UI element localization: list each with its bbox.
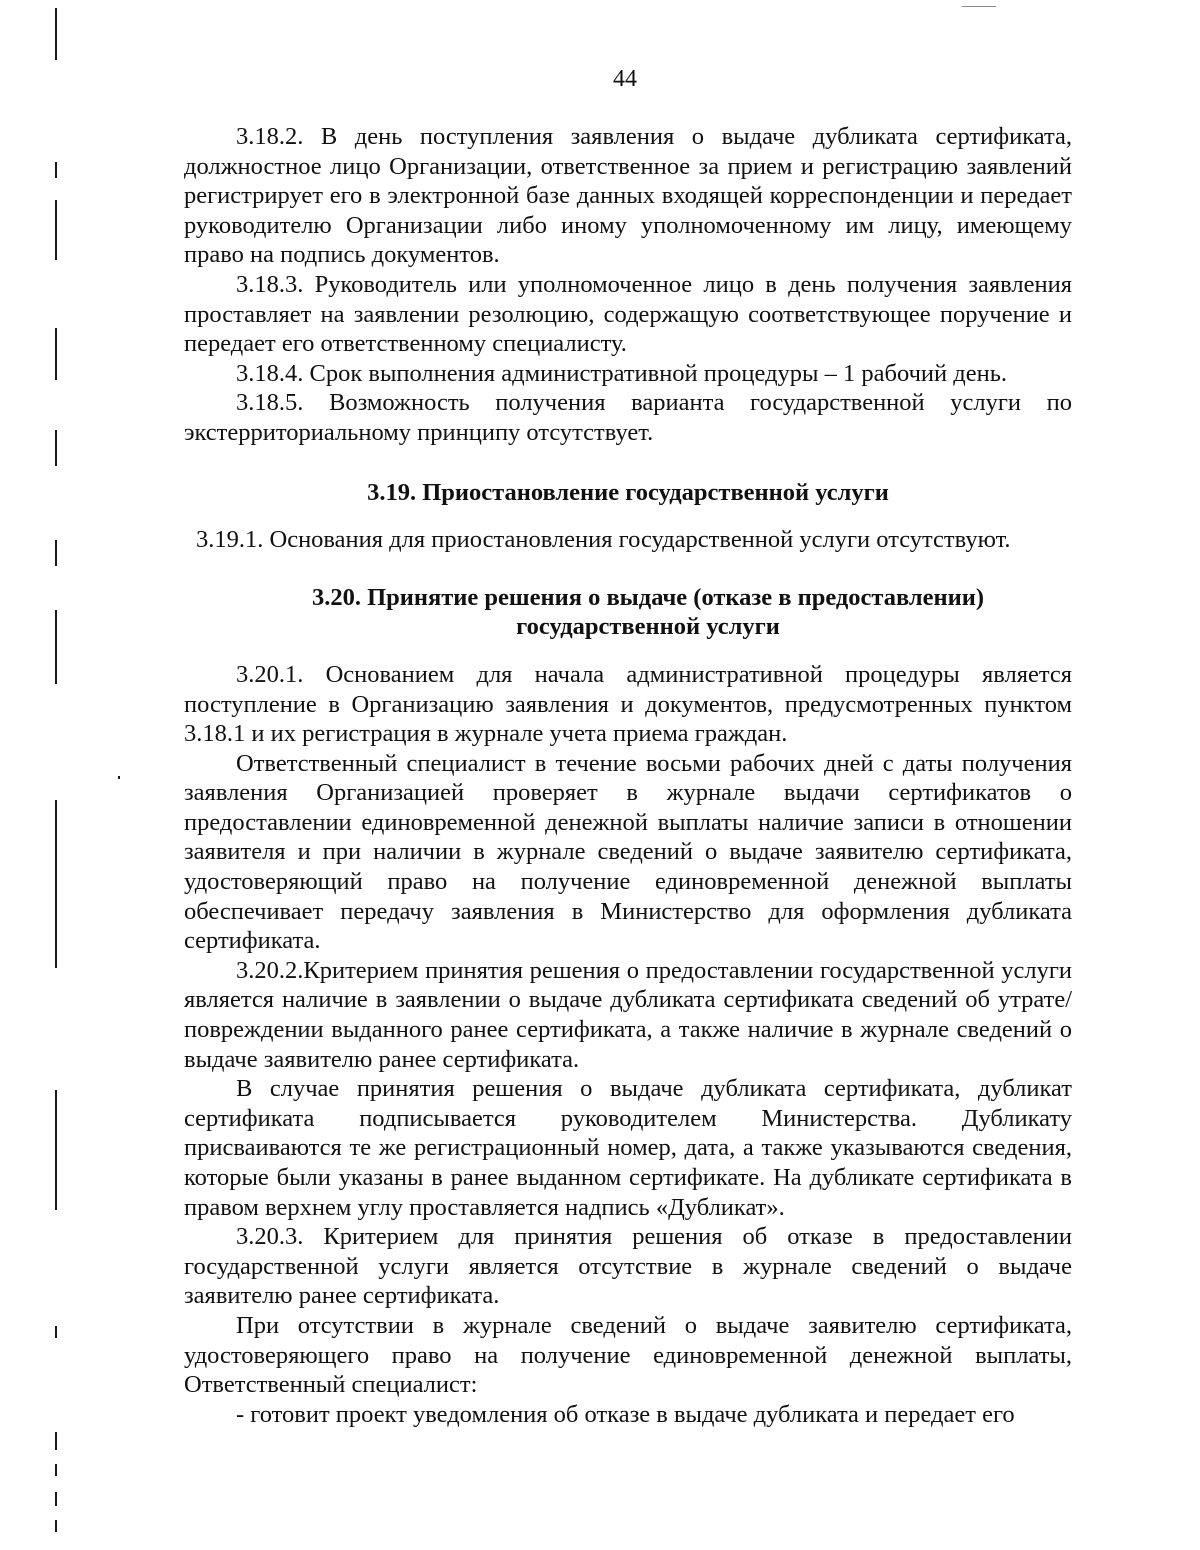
paragraph-duplicate-issue: В случае принятия решения о выдаче дубликата сертификата, дубликат сертификата подписывается руководителем Министерства. Дубликату присваиваются те же регистрационный номер, дата, а также указываются сведения, которые были указаны в ранее выданном сертификате. На дубликате сертификата в правом верхнем углу проставляется надпись «Дубликат».	[184, 1075, 1072, 1221]
scan-artifact	[55, 540, 57, 566]
section-heading-3-20	[184, 583, 1072, 642]
scan-artifact	[55, 610, 57, 684]
scan-artifact	[55, 1432, 57, 1450]
paragraph-3-20-1: 3.20.1. Основанием для начала административной процедуры является поступление в Организацию заявления и документов, предусмотренных пунктом 3.18.1 и их регистрация в журнале учета приема граждан.	[184, 660, 1072, 748]
section-heading-3-20-line2: государственной услуги	[516, 613, 780, 641]
scan-artifact	[118, 776, 120, 779]
paragraph-3-20-2: 3.20.2.Критерием принятия решения о предоставлении государственной услуги является наличие в заявлении о выдаче дубликата сертификата сведений об утрате/повреждении выданного ранее сертификата, а также наличие в журнале сведений о выдаче заявителю ранее сертификата.	[184, 956, 1072, 1073]
scan-artifact	[55, 1090, 57, 1210]
scan-artifact	[962, 6, 996, 7]
paragraph-absence-case: При отсутствии в журнале сведений о выдаче заявителю сертификата, удостоверяющего право на получение единовременной денежной выплаты, Ответственный специалист:	[184, 1311, 1072, 1399]
scan-artifact	[55, 1520, 57, 1532]
paragraph-3-20-3: 3.20.3. Критерием для принятия решения об отказе в предоставлении государственной услуги является отсутствие в журнале сведений о выдаче заявителю ранее сертификата.	[184, 1223, 1072, 1310]
section-heading-3-20-line1: 3.20. Принятие решения о выдаче (отказе в предоставлении)	[311, 583, 985, 611]
scan-artifact	[55, 430, 57, 466]
scan-artifact	[55, 800, 57, 968]
scan-artifact	[55, 1464, 57, 1476]
section-heading-3-19: 3.19. Приостановление государственной услуги	[367, 478, 889, 506]
paragraph-3-18-5: 3.18.5. Возможность получения варианта государственной услуги по экстерриториальному принципу отсутствует.	[184, 389, 1072, 446]
scan-artifact	[55, 162, 57, 178]
paragraph-list-item: - готовит проект уведомления об отказе в выдаче дубликата и передает его	[236, 1400, 1015, 1428]
paragraph-3-18-3: 3.18.3. Руководитель или уполномоченное лицо в день получения заявления проставляет на заявлении резолюцию, содержащую соответствующее поручение и передает его ответственному специалисту.	[184, 270, 1072, 358]
scan-artifact	[55, 200, 57, 260]
page-number: 44	[613, 66, 637, 92]
paragraph-specialist-check: Ответственный специалист в течение восьми рабочих дней с даты получения заявления Организацией проверяет в журнале выдачи сертификатов о предоставлении единовременной денежной выплаты наличие записи в отношении заявителя и при наличии в журнале сведений о выдаче заявителю сертификата, удостоверяющий право на получение единовременной денежной выплаты обеспечивает передачу заявления в Министерство для оформления дубликата сертификата.	[184, 749, 1072, 955]
scan-artifact	[55, 1326, 57, 1338]
scan-artifact	[55, 1492, 57, 1506]
scan-artifact	[55, 328, 57, 380]
paragraph-3-18-4: 3.18.4. Срок выполнения административной процедуры – 1 рабочий день.	[236, 359, 1007, 387]
scan-artifact	[55, 8, 57, 60]
paragraph-3-18-2: 3.18.2. В день поступления заявления о выдаче дубликата сертификата, должностное лицо Организации, ответственное за прием и регистрацию заявлений регистрирует его в электронной базе данных входящей корреспонденции и передает руководителю Организации либо иному уполномоченному им лицу, имеющему право на подпись документов.	[184, 123, 1072, 269]
paragraph-3-19-1: 3.19.1. Основания для приостановления государственной услуги отсутствуют.	[196, 526, 1011, 554]
document-body	[184, 122, 1072, 1429]
